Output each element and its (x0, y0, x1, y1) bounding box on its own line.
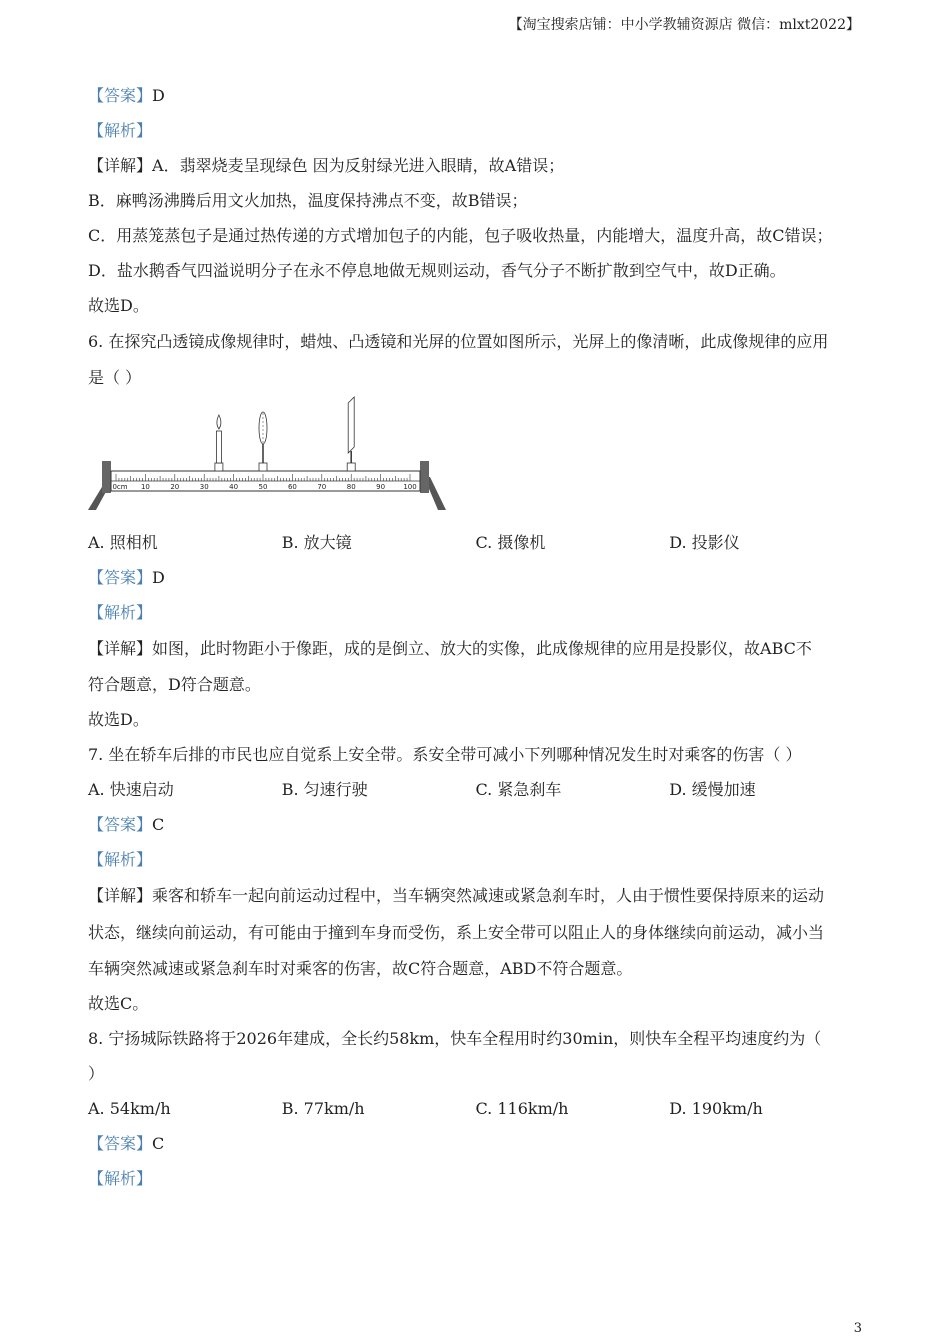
page-content (88, 78, 863, 1196)
bench-tick-label: 20 (170, 483, 180, 491)
q5-detail-b: B．麻鸭汤沸腾后用文火加热，温度保持沸点不变，故B错误； (88, 191, 528, 210)
bench-holder (259, 463, 267, 471)
q7-stem: 7. 坐在轿车后排的市民也应自觉系上安全带。系安全带可减小下列哪种情况发生时对乘客的伤害（ ） (88, 745, 802, 764)
q7-detail-line2: 状态，继续向前运动，有可能由于撞到车身而受伤，系上安全带可以阻止人的身体继续向前运动，减小当 (88, 923, 825, 942)
bench-tick-label: 80 (346, 483, 356, 491)
q6-conclusion: 故选D。 (88, 710, 149, 729)
q7-option-b[interactable]: B. 匀速行驶 (281, 780, 368, 799)
light-screen (348, 397, 354, 453)
q6-detail-line2: 符合题意，D符合题意。 (88, 675, 261, 694)
q8-stem-line1: 8. 宁扬城际铁路将于2026年建成，全长约58km，快车全程用时约30min，则快车全程平均速度约为（ (88, 1029, 822, 1048)
bench-tick-label: 60 (287, 483, 297, 491)
q5-detail-c: C．用蒸笼蒸包子是通过热传递的方式增加包子的内能，包子吸收热量，内能增大，温度升高，故C错误； (88, 226, 833, 245)
candle-flame-icon (217, 415, 221, 429)
q5-analysis-tag: 【解析】 (88, 121, 153, 140)
bench-tick-label: 30 (199, 483, 209, 491)
q8-option-a[interactable]: A. 54km/h (88, 1099, 171, 1118)
q5-conclusion: 故选D。 (88, 296, 149, 315)
q8-stem-line2: ） (88, 1064, 105, 1083)
q8-option-d[interactable]: D. 190km/h (669, 1099, 763, 1118)
q6-options (88, 525, 863, 560)
q8-options (88, 1091, 863, 1126)
q6-detail-line1: 【详解】如图，此时物距小于像距，成的是倒立、放大的实像，此成像规律的应用是投影仪，故ABC不 (88, 639, 812, 658)
q7-option-d[interactable]: D. 缓慢加速 (669, 780, 756, 799)
bench-tick-label: 100 (403, 483, 417, 491)
q5-detail-a: 【详解】A．翡翠烧麦呈现绿色 因为反射绿光进入眼睛，故A错误； (88, 156, 565, 175)
bench-tick-label: 10 (140, 483, 150, 491)
q6-option-c[interactable]: C. 摄像机 (475, 533, 546, 552)
bench-right-post (420, 461, 429, 493)
bench-left-post (102, 461, 111, 493)
q8-answer: 【答案】C (88, 1134, 165, 1153)
q7-option-c[interactable]: C. 紧急刹车 (475, 780, 562, 799)
q6-option-d[interactable]: D. 投影仪 (669, 533, 740, 552)
optical-bench-svg (88, 395, 448, 520)
q7-detail-line1: 【详解】乘客和轿车一起向前运动过程中，当车辆突然减速或紧急刹车时，人由于惯性要保持原来的运动 (88, 886, 825, 905)
q6-stem-line1: 6. 在探究凸透镜成像规律时，蜡烛、凸透镜和光屏的位置如图所示，光屏上的像清晰，此成像规律的应用 (88, 332, 829, 351)
q6-option-a[interactable]: A. 照相机 (88, 533, 158, 552)
q7-detail-line3: 车辆突然减速或紧急刹车时对乘客的伤害，故C符合题意，ABD不符合题意。 (88, 959, 633, 978)
candle (216, 431, 221, 463)
q7-analysis-tag: 【解析】 (88, 850, 153, 869)
bench-tick-label: 0cm (112, 483, 128, 491)
q8-option-c[interactable]: C. 116km/h (475, 1099, 569, 1118)
optical-bench-figure (88, 395, 863, 525)
bench-objects (215, 397, 355, 471)
bench-tick-label: 40 (229, 483, 239, 491)
q7-conclusion: 故选C。 (88, 994, 149, 1013)
bench-tick-label: 70 (317, 483, 327, 491)
convex-lens-icon (259, 412, 267, 444)
bench-holder (347, 463, 355, 471)
bench-tick-label: 90 (376, 483, 386, 491)
q8-analysis-tag: 【解析】 (88, 1169, 153, 1188)
q6-option-b[interactable]: B. 放大镜 (281, 533, 352, 552)
q6-stem-line2: 是（ ） (88, 368, 142, 387)
page-header: 【淘宝搜索店铺：中小学教辅资源店 微信：mlxt2022】 (508, 17, 860, 33)
q7-answer: 【答案】C (88, 815, 165, 834)
q6-analysis-tag: 【解析】 (88, 603, 153, 622)
q7-options (88, 772, 863, 807)
bench-tick-label: 50 (258, 483, 268, 491)
bench-holder (215, 463, 223, 471)
q5-answer: 【答案】D (88, 86, 165, 105)
q8-option-b[interactable]: B. 77km/h (281, 1099, 365, 1118)
page-number: 3 (853, 1321, 862, 1336)
q5-detail-d: D．盐水鹅香气四溢说明分子在永不停息地做无规则运动，香气分子不断扩散到空气中，故D正确。 (88, 261, 786, 280)
q7-option-a[interactable]: A. 快速启动 (88, 780, 174, 799)
q6-answer: 【答案】D (88, 568, 165, 587)
